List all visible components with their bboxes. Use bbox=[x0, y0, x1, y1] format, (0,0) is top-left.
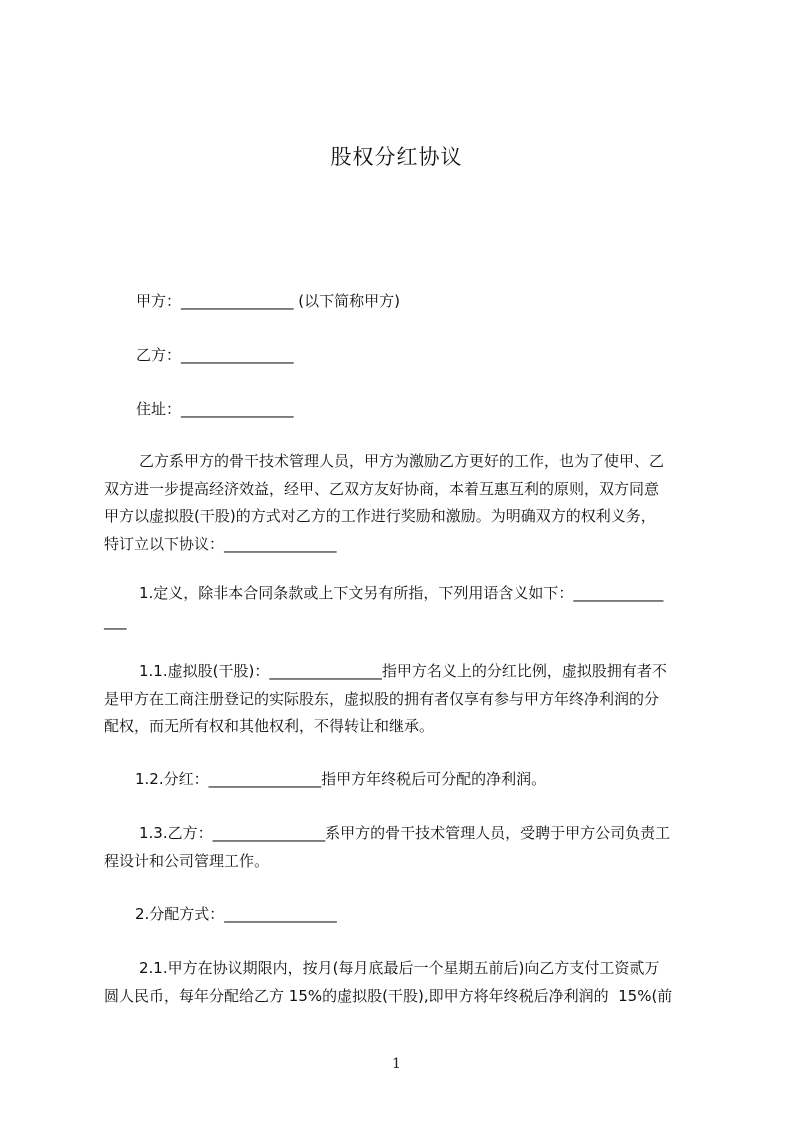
clause-2-1-row-2: 圆人民币，每年分配给乙方 15%的虚拟股(干股),即甲方将年终税后净利润的 15%(前 bbox=[104, 986, 673, 1005]
clause-2-paragraph bbox=[104, 901, 710, 929]
party-b-line: 乙方：_______________ bbox=[136, 346, 294, 364]
clause-2-row: 2.分配方式：_______________ bbox=[135, 905, 337, 923]
clause-1-2-paragraph bbox=[104, 766, 710, 794]
intro-row-1: 乙方系甲方的骨干技术管理人员，甲方为激励乙方更好的工作，也为了使甲、乙 bbox=[139, 452, 665, 470]
clause-1-1-row-1: 1.1.虚拟股(干股)：_______________指甲方名义上的分红比例，虚拟股拥有者不 bbox=[139, 662, 667, 680]
clause-1-3-row-2: 程设计和公司管理工作。 bbox=[104, 851, 270, 870]
clause-1-3-paragraph bbox=[104, 820, 710, 875]
address-line: 住址：_______________ bbox=[136, 400, 294, 418]
clause-1-1-row-3: 配权，而无所有权和其他权利，不得转让和继承。 bbox=[104, 717, 435, 735]
clause-1-1-paragraph bbox=[104, 658, 710, 741]
clause-2-1-row-1: 2.1.甲方在协议期限内，按月(每月底最后一个星期五前后)向乙方支付工资贰万 bbox=[139, 959, 660, 977]
clause-1-1-row-2: 是甲方在工商注册登记的实际股东，虚拟股的拥有者仅享有参与甲方年终净利润的分 bbox=[104, 689, 660, 708]
clause-1-row-1: 1.定义，除非本合同条款或上下文另有所指，下列用语含义如下：____________ bbox=[139, 584, 664, 602]
intro-row-3: 甲方以虚拟股(干股)的方式对乙方的工作进行奖励和激励。为明确双方的权利义务， bbox=[104, 507, 656, 525]
clause-1-2-row: 1.2.分红：_______________指甲方年终税后可分配的净利润。 bbox=[135, 770, 547, 788]
clause-1-paragraph bbox=[104, 580, 710, 635]
intro-row-4: 特订立以下协议：_______________ bbox=[104, 534, 337, 553]
clause-1-row-2: ___ bbox=[104, 611, 127, 630]
party-a-line: 甲方：_______________ (以下简称甲方) bbox=[136, 292, 400, 310]
clause-1-3-row-1: 1.3.乙方：_______________系甲方的骨干技术管理人员，受聘于甲方公司负责工 bbox=[139, 824, 671, 842]
intro-paragraph bbox=[104, 448, 710, 558]
document-title: 股权分红协议 bbox=[330, 145, 463, 169]
page-number: 1 bbox=[392, 1056, 401, 1072]
intro-row-2: 双方进一步提高经济效益，经甲、乙双方友好协商，本着互惠互利的原则，双方同意 bbox=[104, 479, 660, 498]
clause-2-1-paragraph bbox=[104, 955, 710, 1010]
